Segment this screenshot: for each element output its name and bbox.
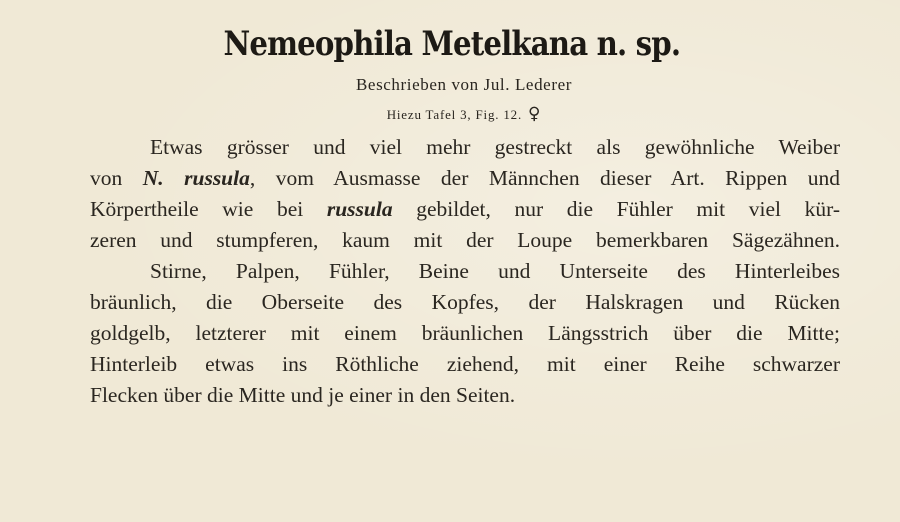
text-line: zeren und stumpferen, kaum mit der Loupe bemerkbaren Sägezähnen. — [90, 228, 840, 252]
plate-reference-text: Hiezu Tafel 3, Fig. 12. — [386, 107, 523, 122]
text-line: Etwas grösser und viel mehr gestreckt als gewöhnliche Weiber — [150, 135, 840, 159]
text-line — [90, 168, 840, 190]
plate-reference — [0, 104, 900, 124]
page-title: Nemeophila Metelkana n. sp. — [223, 24, 681, 64]
text-line: Hinterleib etwas ins Röthliche ziehend, mit einer Reihe schwarzer — [90, 352, 840, 376]
female-symbol-icon: ♀ — [528, 104, 542, 124]
text-line: bräunlich, die Oberseite des Kopfes, der Halskragen und Rücken — [90, 290, 840, 314]
genus-abbreviation: N. — [142, 166, 164, 190]
species-name: russula — [326, 197, 393, 221]
text-line: Flecken über die Mitte und je einer in den Seiten. — [90, 383, 516, 407]
species-name: russula — [184, 166, 250, 190]
text-fragment: , vom Ausmasse der Männchen dieser Art. Rippen und — [249, 166, 841, 190]
text-line — [90, 199, 840, 221]
text-fragment: gebildet, nur die Fühler mit viel kür- — [392, 197, 840, 221]
author-line: Beschrieben von Jul. Lederer — [355, 75, 572, 94]
text-fragment: Körpertheile wie bei — [90, 197, 327, 221]
text-line: Stirne, Palpen, Fühler, Beine und Unterseite des Hinterleibes — [150, 259, 840, 283]
text-fragment: von — [90, 166, 143, 190]
text-line: goldgelb, letzterer mit einem bräunlichen Längsstrich über die Mitte; — [90, 321, 840, 345]
